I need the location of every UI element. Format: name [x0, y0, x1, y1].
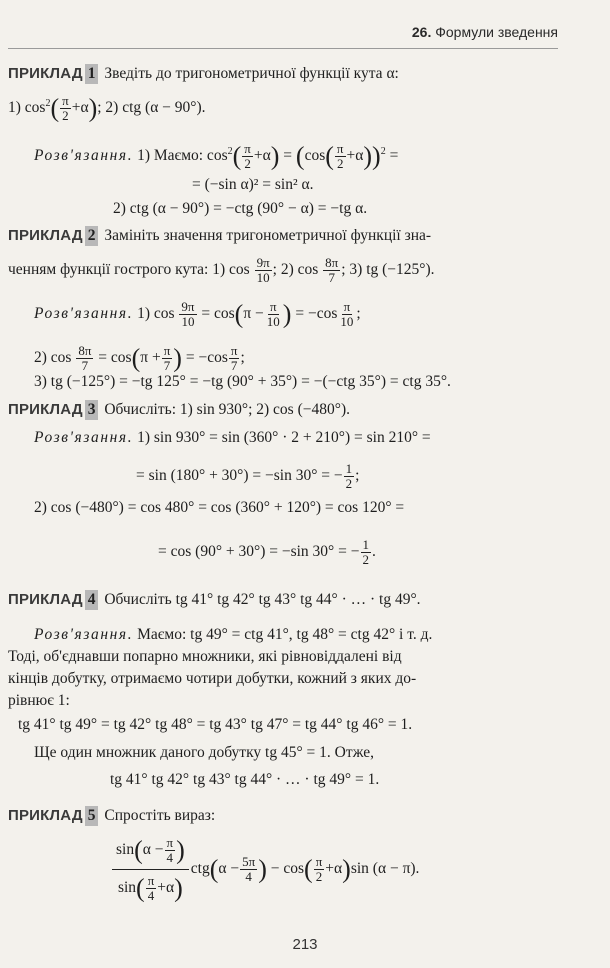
fraction-pi-2	[314, 855, 325, 884]
paren: (	[295, 141, 305, 171]
numerator: π	[343, 299, 351, 314]
fraction-pi-2	[335, 142, 346, 171]
task-part: 1) cos	[8, 99, 46, 117]
example-4-solution-line2: Тоді, об'єднавши попарно множники, які рівновіддалені від	[8, 648, 402, 665]
example-2-task-line2	[8, 256, 435, 285]
example-label: ПРИКЛАД	[8, 65, 83, 82]
paren: )	[258, 854, 267, 884]
solution-label: Розв'язання.	[34, 147, 134, 165]
numerator: π	[336, 141, 344, 157]
paren: )	[363, 141, 373, 171]
solution-part: = sin (180° + 30°) = −sin 30° = −	[136, 467, 343, 485]
fraction-pi-2	[242, 142, 253, 171]
numerator: 1	[345, 461, 353, 476]
exponent: 2	[227, 146, 233, 157]
paren: )	[372, 141, 381, 171]
paren: )	[174, 873, 183, 903]
numerator: π	[166, 835, 174, 850]
solution-part: 1) cos	[137, 305, 175, 323]
example-number: 5	[85, 806, 99, 826]
example-label: ПРИКЛАД	[8, 591, 83, 608]
example-4-solution-line7: tg 41° tg 42° tg 43° tg 44° · … · tg 49° = 1.	[110, 771, 380, 788]
paren: (	[232, 141, 242, 171]
solution-part: 1) Маємо: cos	[137, 147, 228, 165]
numerator: π	[147, 873, 155, 888]
example-number: 1	[85, 64, 99, 84]
example-3-task	[8, 400, 350, 420]
equals: =	[185, 349, 195, 367]
term: +α	[71, 99, 89, 117]
example-number: 4	[85, 590, 99, 610]
example-label: ПРИКЛАД	[8, 401, 83, 418]
denominator: 4	[147, 888, 155, 903]
paren: )	[173, 343, 182, 373]
term: +α	[346, 147, 364, 165]
denominator: 7	[163, 358, 171, 373]
paren: (	[134, 835, 143, 865]
equals: =	[295, 305, 305, 323]
numerator: 5π	[242, 854, 256, 869]
header-rule	[8, 48, 558, 49]
task-part: ; 2) ctg (α − 90°).	[97, 99, 206, 117]
example-3-solution	[34, 428, 431, 448]
example-label: ПРИКЛАД	[8, 227, 83, 244]
example-4-solution-line6: Ще один множник даного добутку tg 45° = 1. Отже,	[34, 744, 375, 761]
paren: (	[131, 343, 141, 373]
section-number: 26.	[411, 24, 432, 40]
numerator: 1	[362, 537, 369, 552]
numerator: π	[62, 93, 69, 109]
numerator: π	[315, 854, 323, 869]
fraction-pi-2	[60, 94, 71, 123]
example-4-solution-line3: кінців добутку, отримаємо чотири добутки, кожний з яких до-	[8, 670, 417, 687]
main-denominator: sin( $\frac{\pi}{4}$ +α)	[117, 873, 183, 903]
numerator: 9π	[181, 299, 195, 314]
task-part: ; 3) tg (−125°).	[341, 261, 435, 279]
equals: =	[283, 147, 293, 165]
fraction-8pi-7	[76, 344, 93, 373]
task-text: Спростіть вираз:	[104, 807, 216, 824]
denominator: 10	[256, 270, 270, 285]
main-numerator: sin(α − $\frac{\pi}{4}$ )	[112, 836, 189, 870]
expression-to-simplify	[112, 836, 419, 903]
example-2-solution-line2: 2) cos $\frac{8\pi}{7}$ = cos(π + $\frac{\pi}{7}$ ) = −cos $\frac{\pi}{7}$ ;	[34, 343, 245, 373]
exponent: 2	[380, 146, 386, 157]
solution-part: 1) sin 930° = sin (360° · 2 + 210°) = sin 210° =	[137, 429, 431, 446]
fraction-pi-7	[162, 344, 173, 373]
denominator: 10	[181, 314, 195, 329]
solution-label: Розв'язання.	[34, 429, 134, 446]
example-5-task	[8, 806, 215, 826]
paren: (	[304, 854, 313, 884]
equals: =	[389, 147, 399, 165]
section-title: Формули зведення	[435, 24, 558, 40]
numerator: 8π	[325, 255, 339, 270]
solution-part: Маємо: tg 49° = ctg 41°, tg 48° = ctg 42° і т. д.	[137, 626, 433, 643]
example-2-solution-line3: 3) tg (−125°) = −tg 125° = −tg (90° + 35°) = −(−ctg 35°) = ctg 35°.	[34, 373, 451, 390]
numerator: π	[163, 343, 171, 358]
equals: =	[201, 305, 211, 323]
paren: (	[136, 873, 145, 903]
fraction-9pi-10	[179, 300, 196, 329]
example-3-solution-line2: = sin (180° + 30°) = −sin 30° = − $\frac{1}{2}$ ;	[136, 461, 360, 491]
paren: )	[270, 141, 280, 171]
fraction-pi-4	[146, 874, 157, 903]
denominator: 2	[336, 156, 344, 172]
example-3-solution-line4: = cos (90° + 30°) = −sin 30° = − $\frac{1}{2}$ .	[158, 537, 376, 567]
fraction-8pi-7	[323, 256, 340, 285]
denominator: 7	[230, 358, 238, 373]
paren: )	[342, 854, 351, 884]
numerator: π	[230, 343, 238, 358]
numerator: 9π	[256, 255, 270, 270]
paren: (	[325, 141, 334, 171]
example-1-solution-line2: = (−sin α)² = sin² α.	[192, 176, 314, 193]
task-text: Обчисліть tg 41° tg 42° tg 43° tg 44° · … · tg 49°.	[104, 591, 421, 608]
example-3-solution-line3: 2) cos (−480°) = cos 480° = cos (360° + 120°) = cos 120° =	[34, 499, 405, 516]
task-text: Замініть значення тригонометричної функції зна-	[104, 227, 432, 244]
term: +α	[157, 879, 175, 897]
solution-label: Розв'язання.	[34, 305, 134, 323]
denominator: 2	[244, 156, 251, 172]
numerator: π	[270, 299, 277, 314]
example-4-solution	[34, 625, 432, 645]
term: +α	[253, 147, 271, 165]
task-part: ; 2) cos	[272, 261, 319, 279]
example-number: 3	[85, 400, 99, 420]
denominator: 7	[81, 358, 89, 373]
denominator: 2	[315, 869, 323, 884]
example-2-solution: Розв'язання. 1) cos $\frac{9\pi}{10}$ = cos(π − $\frac{\pi}{10}$ ) = −cos $\frac{\pi}{10}$ ;	[34, 299, 361, 329]
task-part: ченням функції гострого кута: 1) cos	[8, 261, 250, 279]
fraction-pi-10	[265, 300, 282, 329]
denominator: 4	[166, 850, 174, 865]
solution-label: Розв'язання.	[34, 626, 134, 643]
fraction-5pi-4	[240, 855, 257, 884]
fraction-pi-7	[229, 344, 240, 373]
denominator: 10	[340, 314, 354, 329]
equals: =	[98, 349, 108, 367]
solution-part: = cos (90° + 30°) = −sin 30° = −	[158, 543, 360, 561]
paren: )	[176, 835, 185, 865]
term: +α	[325, 860, 343, 878]
exponent: 2	[45, 98, 51, 109]
numerator: π	[244, 141, 251, 157]
task-text: Обчисліть: 1) sin 930°; 2) cos (−480°).	[104, 401, 350, 418]
main-fraction	[112, 836, 189, 903]
example-4-solution-line5: tg 41° tg 49° = tg 42° tg 48° = tg 43° tg 47° = tg 44° tg 46° = 1.	[18, 716, 413, 733]
expression-rest: ctg(α − $\frac{5\pi}{4}$ ) − cos( $\frac{\pi}{2}$ +α)sin (α − π).	[190, 854, 420, 884]
solution-part: 2) cos	[34, 349, 72, 367]
fraction-1-2	[361, 538, 372, 567]
example-1-task	[8, 64, 399, 84]
task-text: Зведіть до тригонометричної функції кута α:	[104, 65, 399, 82]
paren: (	[234, 299, 244, 329]
running-header	[412, 24, 558, 40]
example-label: ПРИКЛАД	[8, 807, 83, 824]
example-2-task	[8, 226, 431, 246]
fraction-1-2	[344, 462, 355, 491]
example-4-solution-line4: рівнює 1:	[8, 692, 70, 709]
example-number: 2	[85, 226, 99, 246]
denominator: 2	[62, 108, 69, 124]
fraction-pi-10	[338, 300, 355, 329]
paren: (	[50, 93, 60, 123]
denominator: 2	[362, 552, 369, 567]
denominator: 2	[345, 476, 353, 491]
paren: )	[88, 93, 98, 123]
denominator: 7	[328, 270, 335, 285]
fraction-9pi-10	[255, 256, 272, 285]
numerator: 8π	[78, 343, 92, 358]
page-number: 213	[292, 936, 318, 953]
denominator: 10	[266, 314, 280, 329]
denominator: 4	[245, 869, 252, 884]
example-1-solution-line3: 2) ctg (α − 90°) = −ctg (90° − α) = −tg α.	[113, 200, 368, 217]
example-1-task-line2	[8, 94, 206, 123]
example-1-solution: Розв'язання. 1) Маємо: $\cos^2$( $\frac{\pi}{2}$ +α) = (cos( $\frac{\pi}{2}$ +α))$^2$ =	[34, 141, 399, 172]
paren: (	[209, 854, 219, 884]
fraction-pi-4	[165, 836, 176, 865]
example-4-task	[8, 590, 421, 610]
paren: )	[282, 299, 292, 329]
